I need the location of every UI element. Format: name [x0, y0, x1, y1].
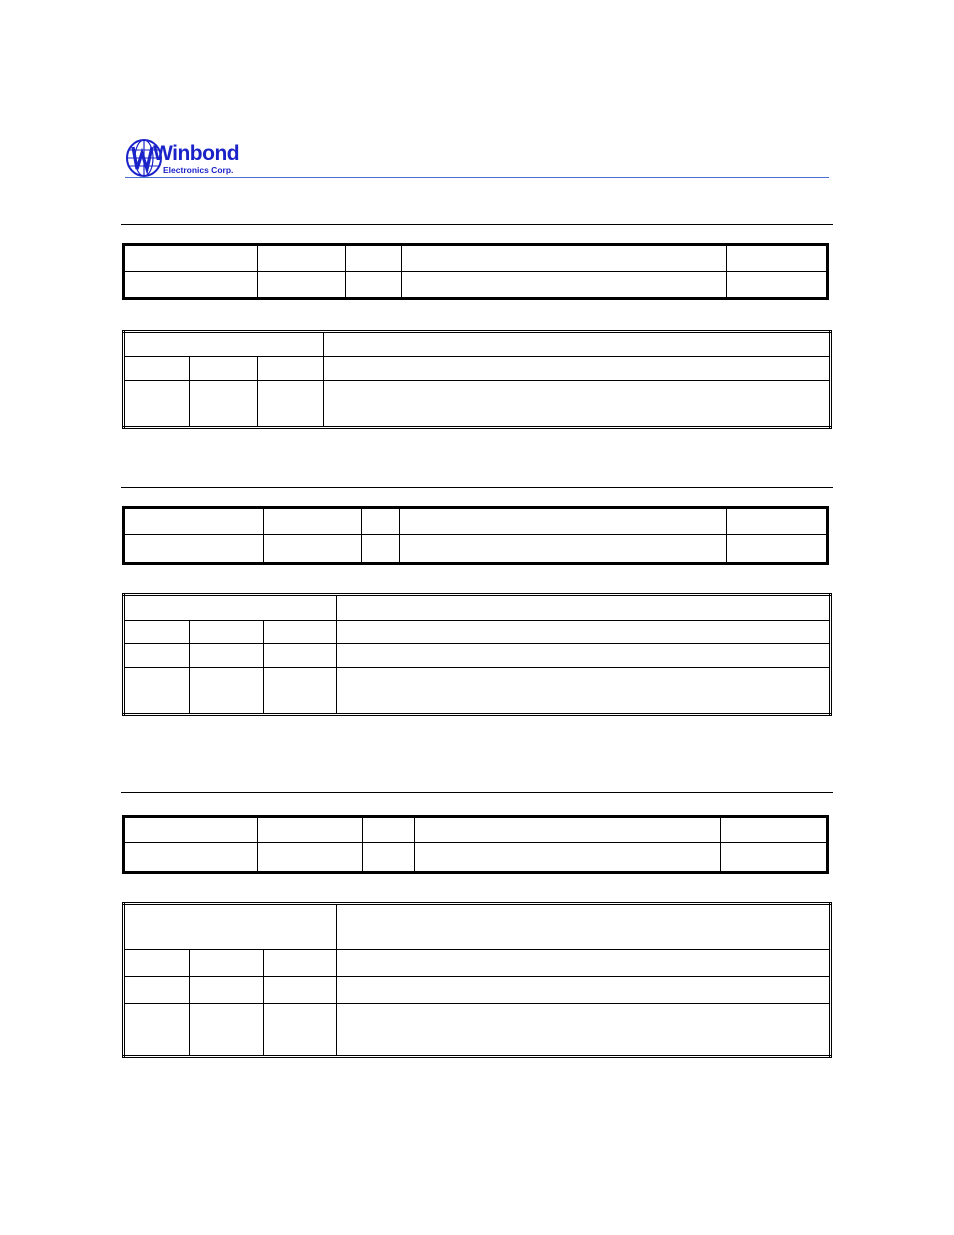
- table-cell: [363, 843, 415, 873]
- table-cell: [124, 817, 258, 843]
- header-rule: [125, 177, 829, 178]
- table-cell: [124, 381, 190, 428]
- table-cell: [124, 508, 264, 535]
- table-cell: [346, 272, 402, 299]
- table-cell: [337, 595, 831, 621]
- table-cell: [264, 668, 337, 715]
- table-cell: [124, 644, 190, 668]
- section-2-bits-table: [122, 593, 832, 716]
- table-cell: [124, 1004, 190, 1057]
- table-cell: [264, 644, 337, 668]
- table-cell: [346, 245, 402, 272]
- table-cell: [190, 644, 264, 668]
- table-cell: [400, 535, 727, 564]
- table-cell: [190, 1004, 264, 1057]
- table-cell: [124, 843, 258, 873]
- table-cell: [337, 904, 831, 950]
- section-1-rule: [121, 224, 833, 225]
- table-cell: [337, 1004, 831, 1057]
- table-cell: [324, 381, 831, 428]
- table-cell: [324, 332, 831, 357]
- table-cell: [324, 357, 831, 381]
- table-cell: [190, 977, 264, 1004]
- table-cell: [727, 535, 828, 564]
- table-cell: [337, 621, 831, 644]
- winbond-logo: [125, 137, 255, 179]
- table-cell: [402, 245, 727, 272]
- section-1-bits-table: [122, 330, 832, 429]
- table-cell: [190, 381, 258, 428]
- table-cell: [337, 668, 831, 715]
- table-cell: [258, 245, 346, 272]
- table-cell: [124, 950, 190, 977]
- table-cell: [258, 843, 363, 873]
- table-cell: [362, 508, 400, 535]
- table-cell: [727, 245, 828, 272]
- table-cell: [124, 535, 264, 564]
- table-cell: [264, 977, 337, 1004]
- table-cell: [124, 668, 190, 715]
- table-cell: [415, 817, 721, 843]
- section-2-rule: [121, 487, 833, 488]
- table-cell: [264, 508, 362, 535]
- table-cell: [721, 817, 828, 843]
- table-cell: [337, 950, 831, 977]
- table-cell: [258, 272, 346, 299]
- table-cell: [337, 977, 831, 1004]
- table-cell: [124, 595, 337, 621]
- table-cell: [264, 535, 362, 564]
- table-cell: [721, 843, 828, 873]
- logo-wordmark: Winbond: [153, 142, 240, 165]
- table-cell: [258, 381, 324, 428]
- section-3-register-table: [122, 815, 829, 874]
- section-2-register-table: [122, 506, 829, 565]
- table-cell: [402, 272, 727, 299]
- table-cell: [264, 950, 337, 977]
- table-cell: [337, 644, 831, 668]
- section-3-rule: [121, 792, 833, 793]
- section-1-register-table: [122, 243, 829, 300]
- table-cell: [258, 817, 363, 843]
- table-cell: [264, 1004, 337, 1057]
- table-cell: [727, 508, 828, 535]
- table-cell: [264, 621, 337, 644]
- table-cell: [124, 245, 258, 272]
- table-cell: [190, 668, 264, 715]
- table-cell: [415, 843, 721, 873]
- logo-subtitle: Electronics Corp.: [163, 165, 234, 175]
- table-cell: [124, 272, 258, 299]
- section-3-bits-table: [122, 902, 832, 1058]
- table-cell: [190, 357, 258, 381]
- table-cell: [363, 817, 415, 843]
- table-cell: [258, 357, 324, 381]
- table-cell: [727, 272, 828, 299]
- table-cell: [190, 950, 264, 977]
- table-cell: [190, 621, 264, 644]
- table-cell: [124, 332, 324, 357]
- table-cell: [362, 535, 400, 564]
- table-cell: [124, 621, 190, 644]
- table-cell: [124, 904, 337, 950]
- table-cell: [124, 357, 190, 381]
- table-cell: [400, 508, 727, 535]
- table-cell: [124, 977, 190, 1004]
